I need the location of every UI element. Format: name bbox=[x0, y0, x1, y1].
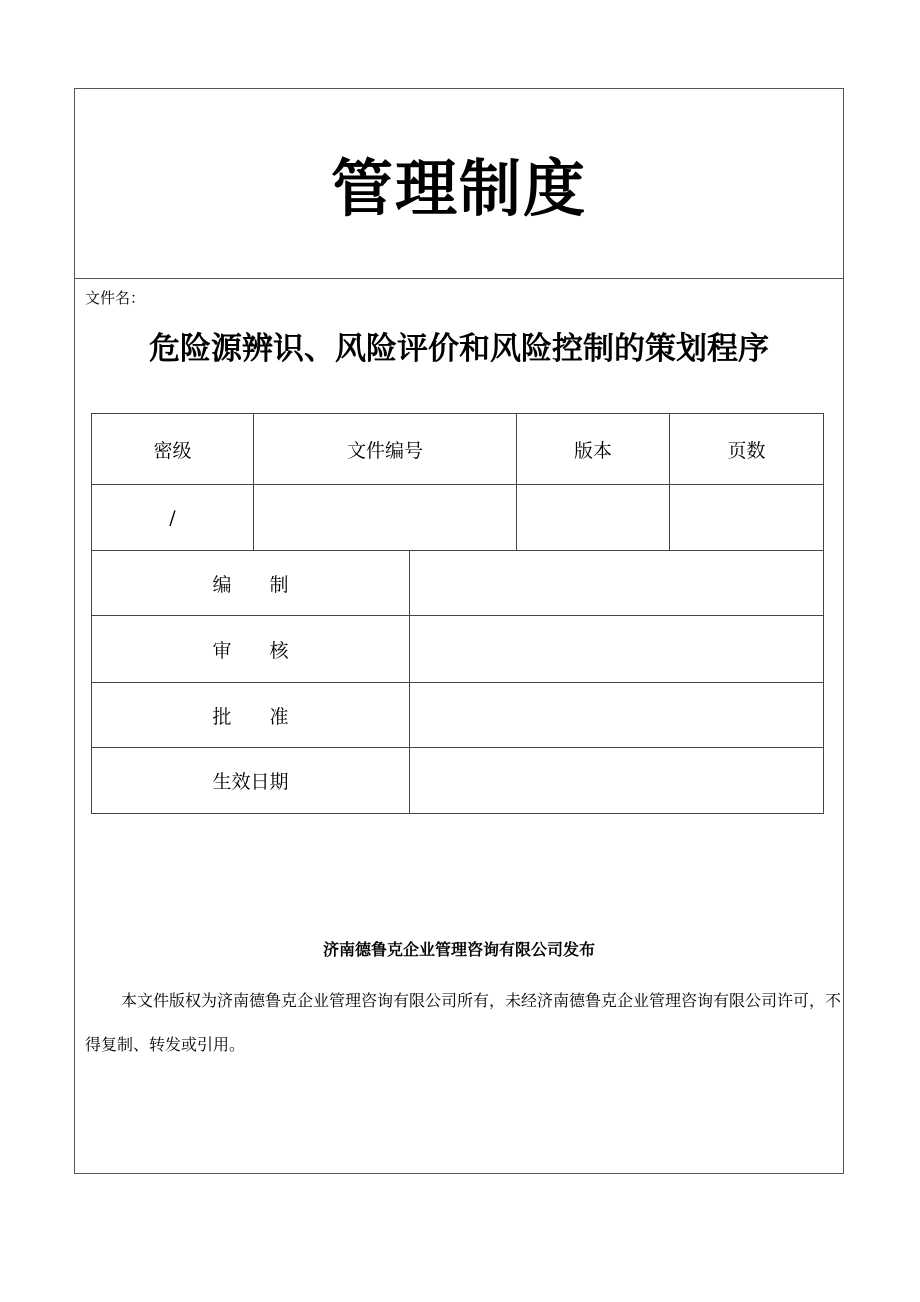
approval-row-effective-date bbox=[92, 748, 824, 814]
approval-label-compile: 编 制 bbox=[92, 551, 410, 616]
table-header-row bbox=[92, 414, 824, 485]
approval-row-review bbox=[92, 616, 824, 683]
approval-value-review bbox=[410, 616, 824, 683]
title-box bbox=[75, 89, 843, 279]
copyright-notice: 本文件版权为济南德鲁克企业管理咨询有限公司所有，未经济南德鲁克企业管理咨询有限公司许可，不得复制、转发或引用。 bbox=[85, 991, 842, 1054]
value-cell-security-level: / bbox=[92, 485, 254, 551]
approval-row-compile bbox=[92, 551, 824, 616]
approval-label-effective-date: 生效日期 bbox=[92, 748, 410, 814]
file-name-label: 文件名： bbox=[85, 289, 146, 307]
page-title: 管理制度 bbox=[330, 152, 587, 225]
document-info-table bbox=[91, 413, 824, 814]
header-cell-security-level: 密级 bbox=[92, 414, 254, 485]
document-frame bbox=[74, 88, 844, 1174]
value-cell-page-count bbox=[670, 485, 824, 551]
approval-label-review: 审 核 bbox=[92, 616, 410, 683]
approval-value-approve bbox=[410, 683, 824, 748]
value-cell-file-number bbox=[254, 485, 517, 551]
header-cell-file-number: 文件编号 bbox=[254, 414, 517, 485]
header-cell-page-count: 页数 bbox=[670, 414, 824, 485]
value-cell-version bbox=[517, 485, 670, 551]
approval-value-compile bbox=[410, 551, 824, 616]
header-cell-version: 版本 bbox=[517, 414, 670, 485]
approval-row-approve bbox=[92, 683, 824, 748]
approval-label-approve: 批 准 bbox=[92, 683, 410, 748]
table-value-row bbox=[92, 485, 824, 551]
document-title: 危险源辨识、风险评价和风险控制的策划程序 bbox=[149, 331, 769, 367]
publisher-line: 济南德鲁克企业管理咨询有限公司发布 bbox=[322, 940, 595, 959]
approval-value-effective-date bbox=[410, 748, 824, 814]
